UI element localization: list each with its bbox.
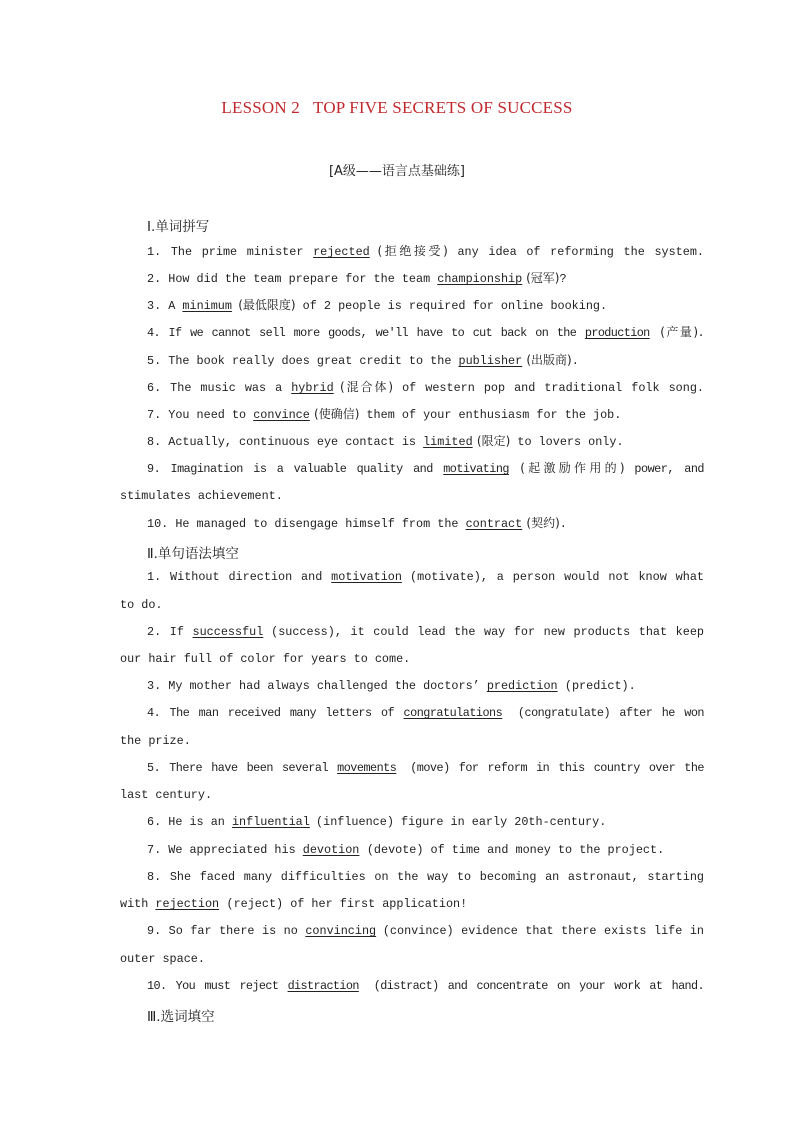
- exercise-line: 5. The book really does great credit to the publisher (出版商).: [147, 353, 579, 368]
- exercise-line: 6. He is an influential (influence) figure in early 20th-century.: [147, 815, 607, 829]
- exercise-line: 8. Actually, continuous eye contact is limited (限定) to lovers only.: [147, 434, 624, 449]
- answer-blank: convince: [253, 408, 310, 422]
- exercise-line: 6. The music was a hybrid (混合体) of western pop and traditional folk song.: [147, 380, 704, 395]
- answer-blank: contract: [465, 517, 523, 531]
- exercise-continuation: outer space.: [120, 952, 205, 966]
- exercise-continuation: the prize.: [120, 734, 191, 748]
- lesson-title: LESSON 2 TOP FIVE SECRETS OF SUCCESS: [221, 98, 573, 117]
- answer-blank: prediction: [486, 679, 558, 693]
- answer-blank: motivating: [443, 462, 509, 476]
- exercise-line: 4. If we cannot sell more goods, we'll have to cut back on the production (产量).: [147, 325, 704, 340]
- section-heading: Ⅲ.选词填空: [147, 1009, 215, 1025]
- answer-blank: motivation: [331, 570, 402, 584]
- exercise-line: 9. Imagination is a valuable quality and motivating (起激励作用的) power, and: [147, 461, 704, 476]
- exercise-continuation: with rejection (reject) of her first application!: [120, 897, 468, 911]
- exercise-line: 3. A minimum (最低限度) of 2 people is required for online booking.: [147, 298, 608, 313]
- exercise-line: 8. She faced many difficulties on the way to becoming an astronaut, starting: [147, 870, 704, 884]
- answer-blank: limited: [423, 435, 473, 449]
- exercise-continuation: our hair full of color for years to come.: [120, 652, 411, 666]
- answer-blank: championship: [437, 272, 523, 286]
- exercise-line: 5. There have been several movements (move) for reform in this country over the: [147, 761, 704, 775]
- exercise-line: 7. We appreciated his devotion (devote) of time and money to the project.: [147, 843, 665, 857]
- answer-blank: rejected: [313, 245, 370, 259]
- exercise-continuation: stimulates achievement.: [120, 489, 283, 503]
- exercise-line: 9. So far there is no convincing (convince) evidence that there exists life in: [147, 924, 704, 938]
- exercise-continuation: to do.: [120, 598, 163, 612]
- answer-blank: devotion: [302, 843, 360, 857]
- answer-blank: movements: [337, 761, 397, 775]
- answer-blank: hybrid: [291, 381, 334, 395]
- exercise-line: 1. The prime minister rejected (拒绝接受) any idea of reforming the system.: [147, 244, 704, 259]
- answer-blank: congratulations: [403, 706, 503, 720]
- answer-blank: convincing: [305, 924, 377, 938]
- section-heading: Ⅰ.单词拼写: [147, 219, 210, 235]
- answer-blank: minimum: [182, 299, 232, 313]
- answer-blank: rejection: [155, 897, 220, 911]
- exercise-line: 2. If successful (success), it could lead the way for new products that keep: [147, 625, 704, 639]
- answer-blank: production: [584, 326, 650, 340]
- exercise-line: 1. Without direction and motivation (motivate), a person would not know what: [147, 570, 704, 584]
- level-label: [A级——语言点基础练]: [328, 164, 466, 179]
- answer-blank: distraction: [287, 979, 359, 993]
- exercise-line: 7. You need to convince (使确信) them of your enthusiasm for the job.: [147, 407, 622, 422]
- exercise-line: 3. My mother had always challenged the doctors’ prediction (predict).: [147, 679, 636, 693]
- answer-blank: successful: [192, 625, 264, 639]
- answer-blank: publisher: [458, 354, 523, 368]
- exercise-line: 2. How did the team prepare for the team championship (冠军)?: [147, 271, 567, 286]
- section-heading: Ⅱ.单句语法填空: [147, 546, 239, 562]
- exercise-line: 10. You must reject distraction (distract) and concentrate on your work at hand.: [147, 979, 704, 993]
- exercise-continuation: last century.: [120, 788, 213, 802]
- answer-blank: influential: [231, 815, 310, 829]
- exercise-line: 10. He managed to disengage himself from the contract (契约).: [147, 516, 567, 531]
- exercise-line: 4. The man received many letters of congratulations (congratulate) after he won: [147, 706, 704, 720]
